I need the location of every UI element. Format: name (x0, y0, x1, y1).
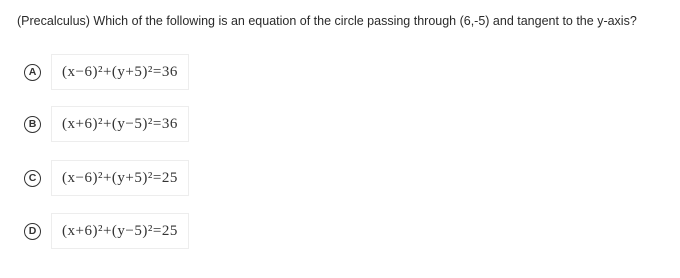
option-c[interactable] (24, 158, 224, 198)
option-b-answer-box[interactable] (51, 106, 189, 142)
option-a-answer-box[interactable] (51, 54, 189, 90)
option-b-letter-badge[interactable]: B (24, 116, 41, 133)
option-c-letter-badge[interactable]: C (24, 170, 41, 187)
option-d-letter-badge[interactable]: D (24, 223, 41, 240)
option-b-equation: (x+6)²+(y−5)²=36 (62, 115, 178, 132)
option-a[interactable] (24, 52, 224, 92)
option-d[interactable] (24, 211, 224, 251)
option-d-equation: (x+6)²+(y−5)²=25 (62, 222, 178, 239)
option-a-equation: (x−6)²+(y+5)²=36 (62, 63, 178, 80)
option-c-equation: (x−6)²+(y+5)²=25 (62, 169, 178, 186)
question-text: (Precalculus) Which of the following is an equation of the circle passing through (6,-5) and tangent to the y-axis? (17, 14, 637, 28)
option-b[interactable] (24, 104, 224, 144)
option-d-answer-box[interactable] (51, 213, 189, 249)
option-a-letter-badge[interactable]: A (24, 64, 41, 81)
option-c-answer-box[interactable] (51, 160, 189, 196)
